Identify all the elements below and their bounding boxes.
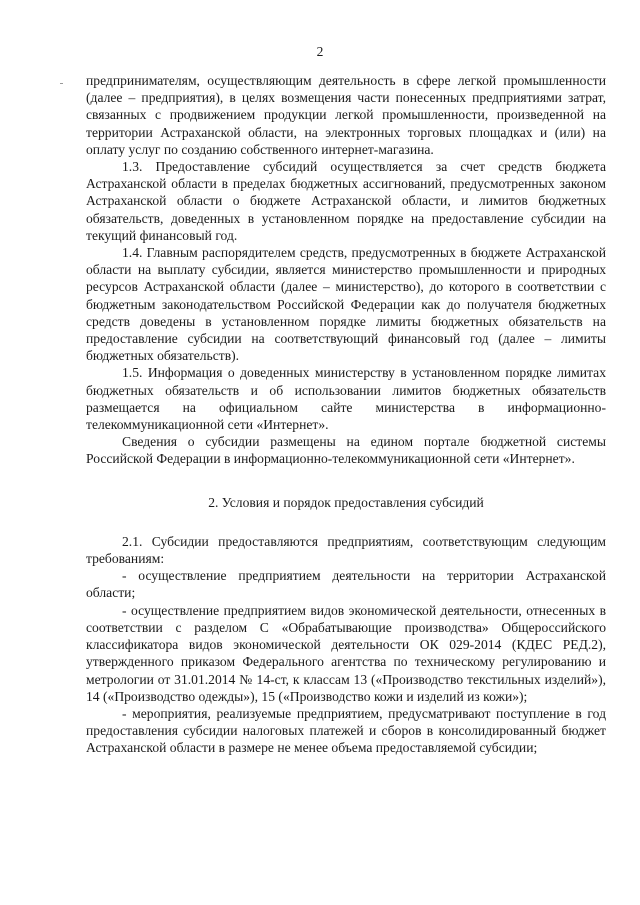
paragraph-p-req-3: - мероприятия, реализуемые предприятием, предусматривают поступление в год предоставления субсидии налоговых платежей и сборов в консолидированный бюджет Астраханской области в размере не менее объема предоставляемой субсидии; — [86, 705, 606, 756]
paragraph-p-2-1: 2.1. Субсидии предоставляются предприятиям, соответствующим следующим требованиям: — [86, 533, 606, 567]
paragraph-p-1-5: 1.5. Информация о доведенных министерству в установленном порядке лимитах бюджетных обязательств и об использовании лимитов бюджетных обязательств размещается на официальном сайте министерства в информационно-телекоммуникационной сети «Интернет». — [86, 365, 606, 433]
page-number: 2 — [316, 44, 324, 59]
paragraph-p-req-1: - осуществление предприятием деятельности на территории Астраханской области; — [86, 568, 606, 601]
paragraph-p-portal: Сведения о субсидии размещены на едином портале бюджетной системы Российской Федерации в информационно-телекоммуникационной сети «Интернет». — [86, 434, 606, 467]
section-2-body — [86, 533, 606, 757]
document-body — [86, 72, 606, 757]
paragraph-p-continued: предпринимателям, осуществляющим деятельность в сфере легкой промышленности (далее – предприятия), в целях возмещения части понесенных предприятиями затрат, связанных с продвижением продукции легкой промышленности, произведенной на территории Астраханской области, на электронных торговых площадках и (или) на оплату услуг по созданию собственного интернет-магазина. — [86, 73, 606, 157]
paragraph-p-1-3: 1.3. Предоставление субсидий осуществляется за счет средств бюджета Астраханской области в пределах бюджетных ассигнований, предусмотренных законом Астраханской области о бюджете Астраханской области, и лимитов бюджетных обязательств, доведенных в установленном порядке на предоставление субсидии на текущий финансовый год. — [86, 159, 606, 243]
scan-mark — [60, 83, 63, 84]
section-heading: 2. Условия и порядок предоставления субсидий — [208, 494, 484, 510]
section-1-continued — [86, 72, 606, 468]
paragraph-p-1-4: 1.4. Главным распорядителем средств, предусмотренных в бюджете Астраханской области на выплату субсидии, является министерство промышленности и природных ресурсов Астраханской области (далее – министерство), до которого в соответствии с бюджетным законодательством Российской Федерации как до получателя бюджетных средств доведены в установленном порядке лимиты бюджетных обязательств на предоставление субсидии на соответствующий финансовый год (далее – лимиты бюджетных обязательств). — [86, 245, 606, 364]
paragraph-p-req-2: - осуществление предприятием видов экономической деятельности, отнесенных в соответствии с разделом С «Обрабатывающие производства» Общероссийского классификатора видов экономической деятельности ОК 029-2014 (КДЕС РЕД.2), утвержденного приказом Федерального агентства по техническому регулированию и метрологии от 31.01.2014 № 14-ст, к классам 13 («Производство текстильных изделий»), 14 («Производство одежды»), 15 («Производство кожи и изделий из кожи»); — [86, 602, 606, 704]
